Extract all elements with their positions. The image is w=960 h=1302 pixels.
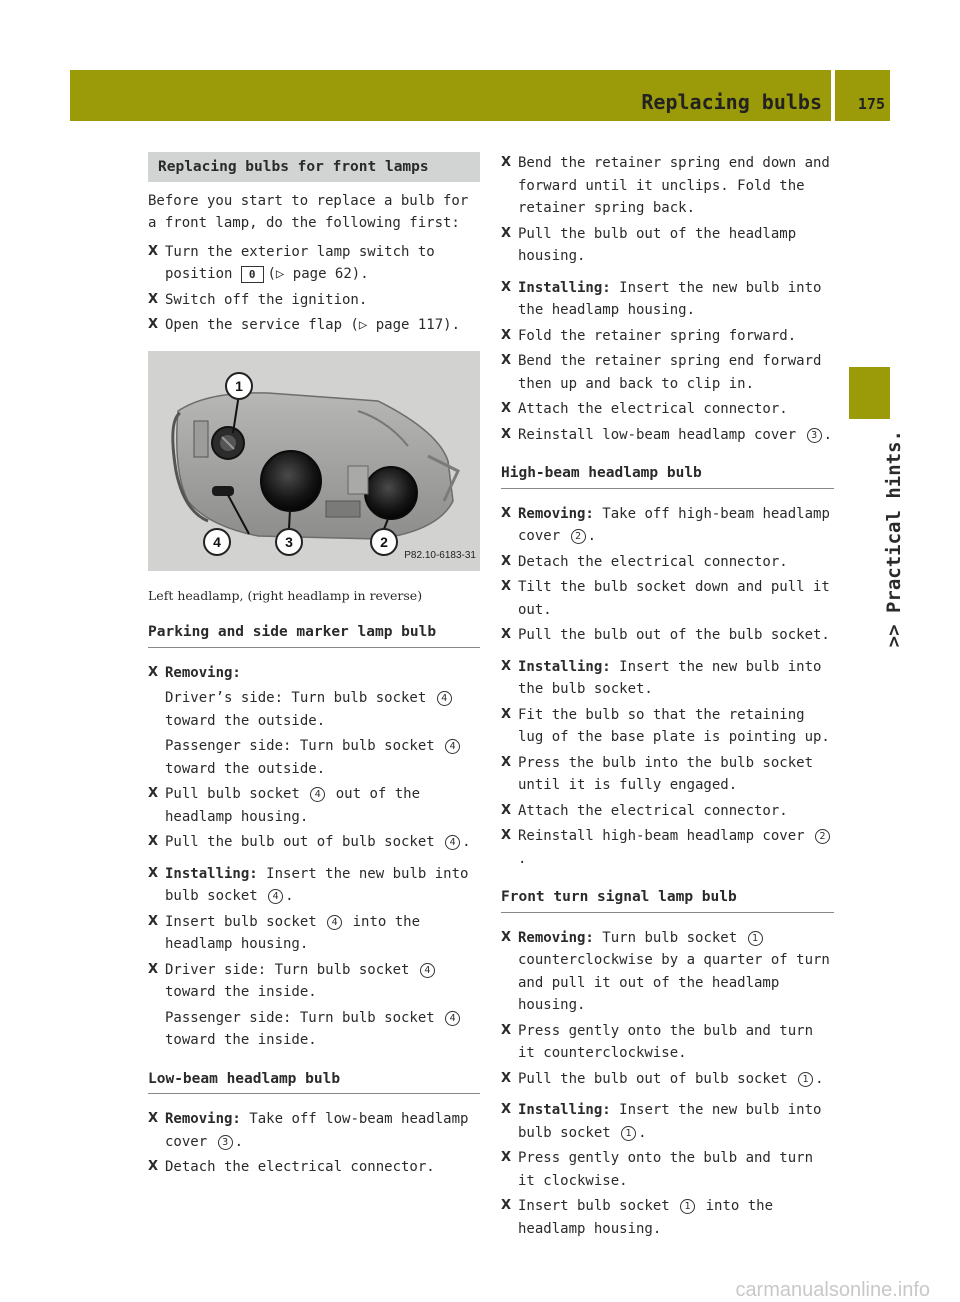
instruction-step: X Pull the bulb out of the headlamp housing. [501,223,834,268]
step-marker-icon: X [501,1070,512,1086]
instruction-step: X Attach the electrical connector. [501,398,834,421]
step-marker-icon: X [148,1111,159,1126]
instruction-step: X Removing: Take off high-beam headlamp cover 2 . [501,503,834,548]
step-marker-icon: X [501,225,512,241]
ref-marker-3: 3 [807,428,822,443]
step-marker-icon: X [501,155,512,170]
step-marker-icon: X [501,505,512,521]
instruction-step: X Installing: Insert the new bulb into the bulb socket. [501,656,834,701]
figure-caption: Left headlamp, (right headlamp in reverse) [148,587,423,603]
instruction-step: X Removing: [148,662,480,685]
callout-2: 2 [370,528,398,556]
step-marker-icon: X [148,961,159,977]
headlamp-figure [148,351,480,571]
step-marker-icon: X [501,828,512,843]
right-column [501,152,834,1243]
step-marker-icon: X [501,929,512,945]
subsection-title: Low-beam headlamp bulb [148,1068,480,1095]
instruction-step: X Reinstall low-beam headlamp cover 3 . [501,424,834,447]
instruction-text: Passenger side: Turn bulb socket 4 toward the outside. [148,735,480,780]
watermark: carmanualsonline.info [735,1279,930,1301]
left-column [148,152,480,1182]
section-title: Replacing bulbs for front lamps [148,152,480,182]
ref-marker-4: 4 [445,835,460,850]
subsection-title: Front turn signal lamp bulb [501,886,834,913]
instruction-text: Driver’s side: Turn bulb socket 4 toward the outside. [148,687,480,732]
step-marker-icon: X [148,243,159,259]
instruction-step: X Installing: Insert the new bulb into bulb socket 4 . [148,863,480,908]
page-header-bar [70,70,890,121]
instruction-step: X Bend the retainer spring end forward then up and back to clip in. [501,350,834,395]
prep-step: X Open the service flap (▷ page 117). [148,314,480,337]
step-marker-icon: X [501,1198,512,1213]
side-tab [846,430,905,890]
instruction-step: X Reinstall high-beam headlamp cover 2. [501,825,834,870]
callout-4: 4 [203,528,231,556]
ref-marker-1: 1 [621,1126,636,1141]
step-marker-icon: X [501,754,512,770]
instruction-text: Passenger side: Turn bulb socket 4 toward the inside. [148,1007,480,1052]
step-marker-icon: X [148,865,159,881]
step-marker-icon: X [148,317,159,332]
prep-step: X Turn the exterior lamp switch to position 0 (▷ page 62). [148,241,480,286]
step-marker-icon: X [501,353,512,368]
step-marker-icon: X [148,291,159,307]
instruction-step: X Installing: Insert the new bulb into the headlamp housing. [501,277,834,322]
switch-position-key: 0 [241,266,264,283]
step-marker-icon: X [148,834,159,849]
page-number: 175 [857,95,885,113]
ref-marker-1: 1 [748,931,763,946]
step-marker-icon: X [501,327,512,343]
instruction-step: X Press gently onto the bulb and turn it counterclockwise. [501,1020,834,1065]
ref-marker-1: 1 [680,1199,695,1214]
instruction-step: X Press gently onto the bulb and turn it clockwise. [501,1147,834,1192]
side-tab-label: >> Practical hints. [883,430,905,648]
figure-code: P82.10-6183-31 [404,550,476,561]
page-title: Replacing bulbs [641,90,822,114]
subsection-title: High-beam headlamp bulb [501,462,834,489]
instruction-step: X Driver side: Turn bulb socket 4 toward the inside. [148,959,480,1004]
instruction-step: X Attach the electrical connector. [501,800,834,823]
ref-marker-1: 1 [798,1072,813,1087]
ref-marker-4: 4 [445,1011,460,1026]
instruction-step: X Installing: Insert the new bulb into bulb socket 1 . [501,1099,834,1144]
ref-marker-4: 4 [268,889,283,904]
instruction-step: X Fit the bulb so that the retaining lug of the base plate is pointing up. [501,704,834,749]
header-divider [831,70,835,121]
instruction-step: X Bend the retainer spring end down and forward until it unclips. Fold the retainer spring back. [501,152,834,220]
instruction-step: X Pull the bulb out of bulb socket 1 . [501,1068,834,1091]
ref-marker-4: 4 [420,963,435,978]
step-marker-icon: X [148,913,159,929]
step-marker-icon: X [148,1159,159,1174]
step-marker-icon: X [501,401,512,416]
step-marker-icon: X [148,786,159,801]
step-marker-icon: X [501,627,512,642]
instruction-step: X Detach the electrical connector. [501,551,834,574]
instruction-step: X Insert bulb socket 1 into the headlamp housing. [501,1195,834,1240]
step-marker-icon: X [501,802,512,818]
ref-marker-2: 2 [571,529,586,544]
instruction-step: X Pull the bulb out of bulb socket 4 . [148,831,480,854]
instruction-step: X Fold the retainer spring forward. [501,325,834,348]
step-marker-icon: X [501,706,512,722]
ref-marker-3: 3 [218,1135,233,1150]
subsection-title: Parking and side marker lamp bulb [148,621,480,648]
callout-1: 1 [225,372,253,400]
ref-marker-4: 4 [310,787,325,802]
side-tab-marker [849,367,890,419]
step-marker-icon: X [501,1022,512,1038]
instruction-step: X Press the bulb into the bulb socket until it is fully engaged. [501,752,834,797]
step-marker-icon: X [501,579,512,594]
headlamp-illustration [148,351,480,571]
step-marker-icon: X [501,658,512,674]
instruction-step: X Pull the bulb out of the bulb socket. [501,624,834,647]
instruction-step: X Pull bulb socket 4 out of the headlamp housing. [148,783,480,828]
step-marker-icon: X [501,426,512,442]
intro-text: Before you start to replace a bulb for a front lamp, do the following first: [148,192,469,231]
callout-3: 3 [275,528,303,556]
ref-marker-4: 4 [437,691,452,706]
ref-marker-2: 2 [815,829,830,844]
ref-marker-4: 4 [327,915,342,930]
instruction-step: X Insert bulb socket 4 into the headlamp housing. [148,911,480,956]
step-marker-icon: X [501,279,512,295]
instruction-step: X Detach the electrical connector. [148,1156,480,1179]
instruction-step: X Removing: Turn bulb socket 1 counterclockwise by a quarter of turn and pull it out of the headlamp housing. [501,927,834,1017]
instruction-step: X Removing: Take off low-beam headlamp cover 3 . [148,1108,480,1153]
step-marker-icon: X [148,664,159,680]
step-marker-icon: X [501,1102,512,1117]
ref-marker-4: 4 [445,739,460,754]
step-marker-icon: X [501,553,512,569]
instruction-step: X Tilt the bulb socket down and pull it out. [501,576,834,621]
step-marker-icon: X [501,1150,512,1165]
prep-step: X Switch off the ignition. [148,289,480,312]
